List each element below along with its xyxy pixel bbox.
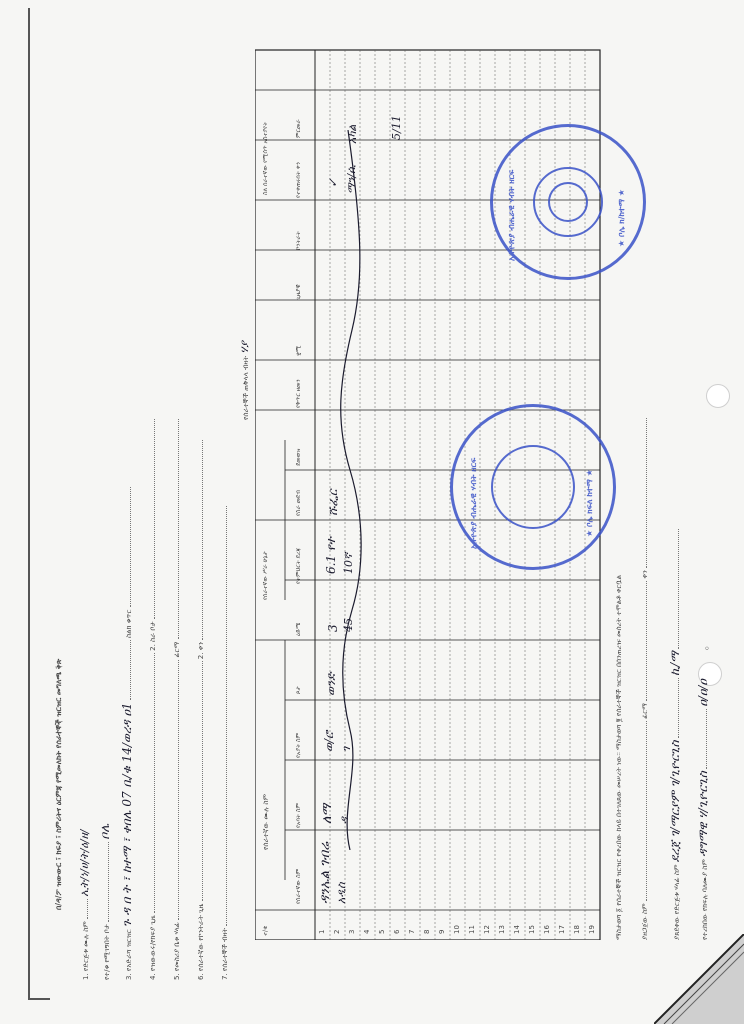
field-label: 4. የዝውውሩ/የክፍያ ጊዜ	[149, 915, 157, 980]
col-header-salary: ደመወዝ	[295, 448, 302, 466]
row-number: 18	[573, 925, 581, 934]
hw-position: ሹፌር	[326, 489, 340, 516]
hw-education: 6.1 የተ	[324, 537, 338, 574]
hw-grandfather-name: ወ/ሮ	[322, 731, 336, 752]
field-org-name	[78, 830, 92, 980]
row-number: 8	[423, 929, 431, 934]
stamp-ring-text: ★ ቦሌ ክፍለ ከተማ ★	[585, 469, 594, 537]
col-header-education: የትምህርት ደረጃ	[295, 547, 302, 584]
row-number: 13	[498, 925, 506, 934]
row-number: 19	[588, 925, 596, 934]
footer-prepared	[640, 418, 650, 940]
field-label: 1. የድርጅቱ ሙሉ ስም	[82, 921, 90, 980]
approved-label: ያጸደቀው የድርጅቱ ሃላፊ ስም	[673, 864, 681, 940]
total-label: የሰራተኞች ጠቅላላ ብዛት	[242, 355, 250, 420]
row-number: 12	[483, 925, 491, 934]
scan-edge-left	[28, 8, 30, 998]
col-header-grandfather-name: የአያት ስም	[295, 732, 302, 758]
field-period	[148, 419, 158, 980]
hw-extra-2: ዳ	[338, 817, 351, 824]
field-label: 6. የሰራተኛው የኮንትራት ጊዜ	[197, 903, 205, 980]
field-label: 3. የአድራሻ ዝርዝር	[125, 929, 133, 980]
hw-age: 3	[326, 624, 340, 632]
total-count	[238, 341, 252, 420]
col-header-position: የስራ መደብ	[295, 490, 302, 516]
field-extra-label: 2. ቀን	[197, 641, 205, 660]
field-count	[220, 506, 230, 980]
field-extra-label: 2. ስራ ቦታ	[149, 621, 157, 651]
official-stamp	[490, 124, 646, 280]
group-header-name: የሰራተኛው ሙሉ ስም	[262, 793, 270, 850]
col-header-sex: ጾታ	[295, 686, 302, 694]
approved-value-hw: ደረጀ ገ/ማርያም ገ/ጊዮርጊስ	[668, 740, 682, 863]
row-number: 11	[468, 925, 476, 934]
col-header-father-name: የአባት ስም	[295, 803, 302, 828]
row-number: 16	[543, 925, 551, 934]
footer-approved	[668, 529, 683, 940]
row-number: 4	[363, 929, 371, 934]
form-title: በ/ዳ/ፖ ዝውውር ፣ ክፍያ ፣ ስምሪትና ዕርምጃ የሚመለከት የሰራተኞች ዝርዝር መግለጫ ቅጽ	[54, 658, 63, 910]
row-number: 2	[333, 929, 341, 934]
hw-father-name: ለማ	[320, 803, 335, 824]
col-header-temporary: ጊዜያዊ	[295, 284, 302, 300]
row-number: 17	[558, 925, 566, 934]
stamp-ring-text: ★ ቦሌ ክ/ከተማ ★	[617, 189, 626, 247]
col-header-remarks: ምርመራ	[295, 119, 302, 138]
col-header-age: ዕድሜ	[295, 622, 302, 636]
stamp-text: ኢትዮጵያ ብሔራዊ ሃብት ዘርፍ	[507, 169, 516, 261]
prepared-date-label: ቀን	[641, 570, 649, 579]
col-header-number: ተ/ቁ	[262, 925, 269, 936]
strike-line	[340, 130, 370, 850]
field-address	[120, 487, 135, 980]
field-contract	[196, 440, 206, 980]
stamp-center-ring	[548, 182, 588, 222]
field-value-hw: ጉ ዳ በ ት ፣ ከተማ ፣ ቀበሌ 07 ቤ/ቁ 14/ወረዳ ዐ1	[120, 702, 134, 928]
stamp-inner-ring	[491, 445, 575, 529]
hw-extra-5: 10ኛ	[342, 553, 355, 574]
hw-extra-1: አዲስ	[335, 882, 348, 904]
row-number: 5	[378, 929, 386, 934]
footer-note: ማስታወሻ ፩ የሰራተኞች ዝርዝር የቀረበው ከላይ በተገለጸው መሠረት ነው። ማስታወሻ ፪ የሰራተኞች ዝርዝር በሰንጠረዡ መሰረት ተሞልቶ ቀርቧል	[615, 574, 623, 940]
footer-checked	[696, 679, 711, 940]
official-stamp	[450, 404, 616, 570]
side-hw-1: ማን/ሲ	[345, 165, 358, 194]
hw-check: ✓	[326, 177, 340, 188]
hw-first-name: ዳንኤል ገብሬ	[318, 841, 333, 904]
rotated-form	[40, 0, 740, 1000]
prepared-label: ያዘጋጀው ስም	[641, 903, 649, 940]
total-value-hw: ሃያ	[238, 341, 251, 354]
hw-extra-4: 45	[342, 618, 355, 632]
col-header-service: የቅጥር ዘመን	[295, 379, 302, 408]
field-value-hw: ኢት/ነ/ሀ/ት/ዕ/ዘ/	[78, 829, 91, 897]
checked-label: የተረከበው የክፍሉ ባለሙያ ስም	[701, 859, 709, 940]
stamp-text: ኢትዮጵያ ብሔራዊ ሃብት ዘርፍ	[469, 457, 478, 549]
field-extra-label: ስልክ ቁጥር	[125, 609, 133, 638]
field-value-hw: ቦሌ	[98, 823, 112, 840]
row-number: 7	[408, 929, 416, 934]
row-number: 3	[348, 929, 356, 934]
small-mark: ◦	[704, 644, 710, 655]
prepared-signature-label: ፊርማ	[641, 703, 649, 719]
group-header-status: የሰራተኛው ሥራ ሁኔታ	[262, 551, 269, 600]
row-number: 6	[393, 929, 401, 934]
field-manager	[172, 419, 182, 980]
row-number: 10	[453, 925, 461, 934]
side-hw-2: አካል	[346, 124, 359, 144]
checked-value-hw: ዳግማዊ ሃ/ጊዮርጊስ	[696, 771, 710, 857]
field-location	[98, 824, 113, 980]
approved-sig-hw: ኪ/ማ	[668, 651, 682, 676]
field-label: 7. የሰራተኞች ብዛት	[221, 927, 229, 980]
col-header-permanent: ቋሚ	[295, 345, 302, 356]
checked-sig-hw: ዐ/ዐ/ዐ	[696, 679, 710, 707]
hw-sex: ወንድ	[324, 672, 338, 696]
col-header-first-name: የሰራተኛው ስም	[295, 868, 302, 904]
row-number: 15	[528, 925, 536, 934]
hw-extra-3: ገ	[340, 746, 353, 752]
col-header-hire-date: የተቀጠሩበት ቀን	[295, 162, 302, 198]
field-extra-label: ፊርማ	[173, 641, 181, 658]
group-header-remarks: ስለ ሰራተኛው የሚሰጥ አስተያየት	[262, 121, 269, 195]
field-label: 5. የመስሪያ ቤቱ ሃላፊ	[173, 922, 181, 980]
row-number: 14	[513, 925, 521, 934]
col-header-contract: ኮንትራት	[295, 231, 302, 250]
row-number: 9	[438, 929, 446, 934]
field-label: የተ/ቁ የሚገኝበት ቦታ	[103, 924, 111, 980]
row-number: 1	[318, 929, 326, 934]
side-hw-3: 5/11	[390, 115, 403, 140]
